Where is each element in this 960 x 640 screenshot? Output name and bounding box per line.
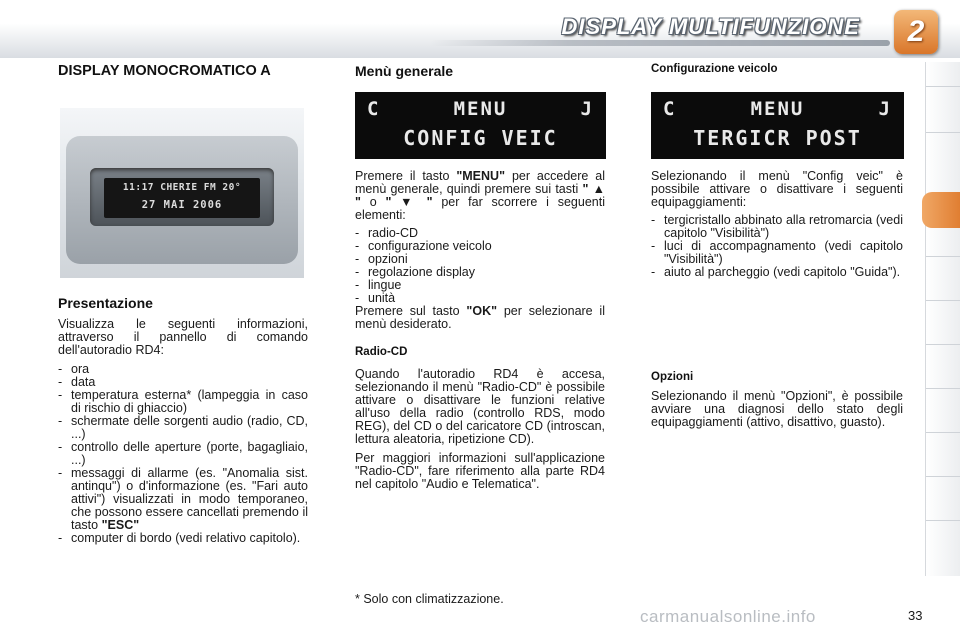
chapter-tab[interactable] [926, 476, 960, 477]
chapter-tab[interactable] [926, 256, 960, 257]
chapter-tab[interactable] [926, 520, 960, 521]
presentazione-list [58, 363, 308, 545]
list-item: - lingue [355, 279, 605, 292]
section-heading-display: DISPLAY MONOCROMATICO A [58, 63, 271, 79]
menu-items-list [355, 227, 605, 305]
esc-key-label: "ESC" [101, 518, 140, 532]
down-key-label: " ▼ " [385, 195, 433, 209]
chapter-tab[interactable] [926, 86, 960, 87]
lcd-right-marker: J [878, 98, 890, 120]
list-item: - controllo delle aperture (porte, bagagliaio, ...) [58, 441, 308, 467]
config-veicolo-heading: Configurazione veicolo [651, 63, 778, 75]
opzioni-heading: Opzioni [651, 371, 694, 383]
menu-key-label: "MENU" [456, 169, 506, 183]
chapter-tab[interactable] [926, 344, 960, 345]
presentazione-intro: Visualizza le seguenti informazioni, attraverso il pannello di comando dell'autoradio RD4: [58, 317, 308, 357]
radio-cd-heading: Radio-CD [355, 346, 408, 358]
display-line-2: 27 MAI 2006 [141, 199, 223, 211]
watermark: carmanualsonline.info [640, 607, 816, 626]
radio-cd-block [355, 368, 605, 491]
header-stripe [430, 40, 890, 46]
lcd-left-marker: C [663, 98, 675, 120]
chapter-tab[interactable] [926, 300, 960, 301]
lcd-title: MENU [750, 98, 805, 120]
list-item: - data [58, 376, 308, 389]
menu-generale-heading: Menù generale [355, 63, 454, 79]
list-item: - ora [58, 363, 308, 376]
chapter-number: 2 [907, 15, 925, 48]
list-item: - configurazione veicolo [355, 240, 605, 253]
footnote: * Solo con climatizzazione. [355, 592, 504, 606]
lcd-right-marker: J [580, 98, 592, 120]
menu-generale-block [355, 170, 605, 331]
chapter-tab[interactable] [926, 432, 960, 433]
text-span: Premere il tasto [355, 169, 450, 183]
radio-cd-paragraph-1: Quando l'autoradio RD4 è accesa, selezionando il menù "Radio-CD" è possibile attivare o disattivare le funzioni relative all'uso della radio (controllo RDS, modo REG), del CD o del caricatore CD (introscan, lettura aleatoria, ripetizione CD). [355, 367, 605, 446]
text-span: per accedere al menù generale, quindi premere sui tasti [355, 169, 605, 196]
text-span: per far scorrere i seguenti elementi: [355, 195, 605, 222]
list-item [58, 467, 308, 532]
presentazione-block [58, 318, 308, 545]
display-line-1: 11:17 CHERIE FM 20° [122, 182, 242, 193]
config-veicolo-block [651, 170, 903, 279]
list-item: - schermate delle sorgenti audio (radio, CD, ...) [58, 415, 308, 441]
opzioni-paragraph: Selezionando il menù "Opzioni", è possibile avviare una diagnosi dello stato degli equipaggiamenti (attivo, disattivo, guasto). [651, 389, 903, 429]
list-item: - luci di accompagnamento (vedi capitolo "Visibilità") [651, 240, 903, 266]
ok-instructions [355, 305, 605, 331]
chapter-tabs [925, 62, 960, 576]
lcd-config-screen [651, 92, 904, 159]
menu-instructions [355, 170, 605, 222]
monochrome-display [104, 178, 260, 218]
lcd-selection: TERGICR POST [693, 126, 862, 150]
text-span: o [369, 195, 377, 209]
list-item: - unità [355, 292, 605, 305]
dashboard-display-photo [60, 108, 304, 278]
config-veicolo-intro: Selezionando il menù "Config veic" è possibile attivare o disattivare i seguenti equipaggiamenti: [651, 169, 903, 209]
list-item: - regolazione display [355, 266, 605, 279]
page-number: 33 [908, 608, 923, 623]
list-item: - aiuto al parcheggio (vedi capitolo "Guida"). [651, 266, 903, 279]
presentazione-heading: Presentazione [58, 295, 153, 311]
list-item: - computer di bordo (vedi relativo capitolo). [58, 532, 308, 545]
config-veicolo-list [651, 214, 903, 279]
list-item: - opzioni [355, 253, 605, 266]
chapter-badge [894, 10, 938, 54]
page-title: DISPLAY MULTIFUNZIONE [561, 14, 860, 39]
chapter-tab[interactable] [926, 388, 960, 389]
lcd-menu-screen [355, 92, 606, 159]
lcd-left-marker: C [367, 98, 379, 120]
radio-cd-paragraph-2: Per maggiori informazioni sull'applicazione "Radio-CD", fare riferimento alla parte RD4 nel capitolo "Audio e Telematica". [355, 451, 605, 491]
text-span: Premere sul tasto [355, 304, 460, 318]
ok-key-label: "OK" [466, 304, 498, 318]
list-item: - tergicristallo abbinato alla retromarcia (vedi capitolo "Visibilità") [651, 214, 903, 240]
lcd-selection: CONFIG VEIC [403, 126, 558, 150]
chapter-tab-active[interactable] [922, 192, 960, 228]
opzioni-block [651, 390, 903, 429]
list-item-text: messaggi di allarme (es. "Anomalia sist. antinqu") o d'informazione (es. "Fari auto attivi") visualizzati in modo temporaneo, che possono essere cancellati premendo il tasto [71, 466, 308, 532]
chapter-tab[interactable] [926, 132, 960, 133]
lcd-title: MENU [453, 98, 508, 120]
text-span: per selezionare il menù desiderato. [355, 304, 605, 331]
list-item: - radio-CD [355, 227, 605, 240]
up-key-label: " ▲ " [355, 182, 605, 209]
list-item: - temperatura esterna* (lampeggia in caso di rischio di ghiaccio) [58, 389, 308, 415]
